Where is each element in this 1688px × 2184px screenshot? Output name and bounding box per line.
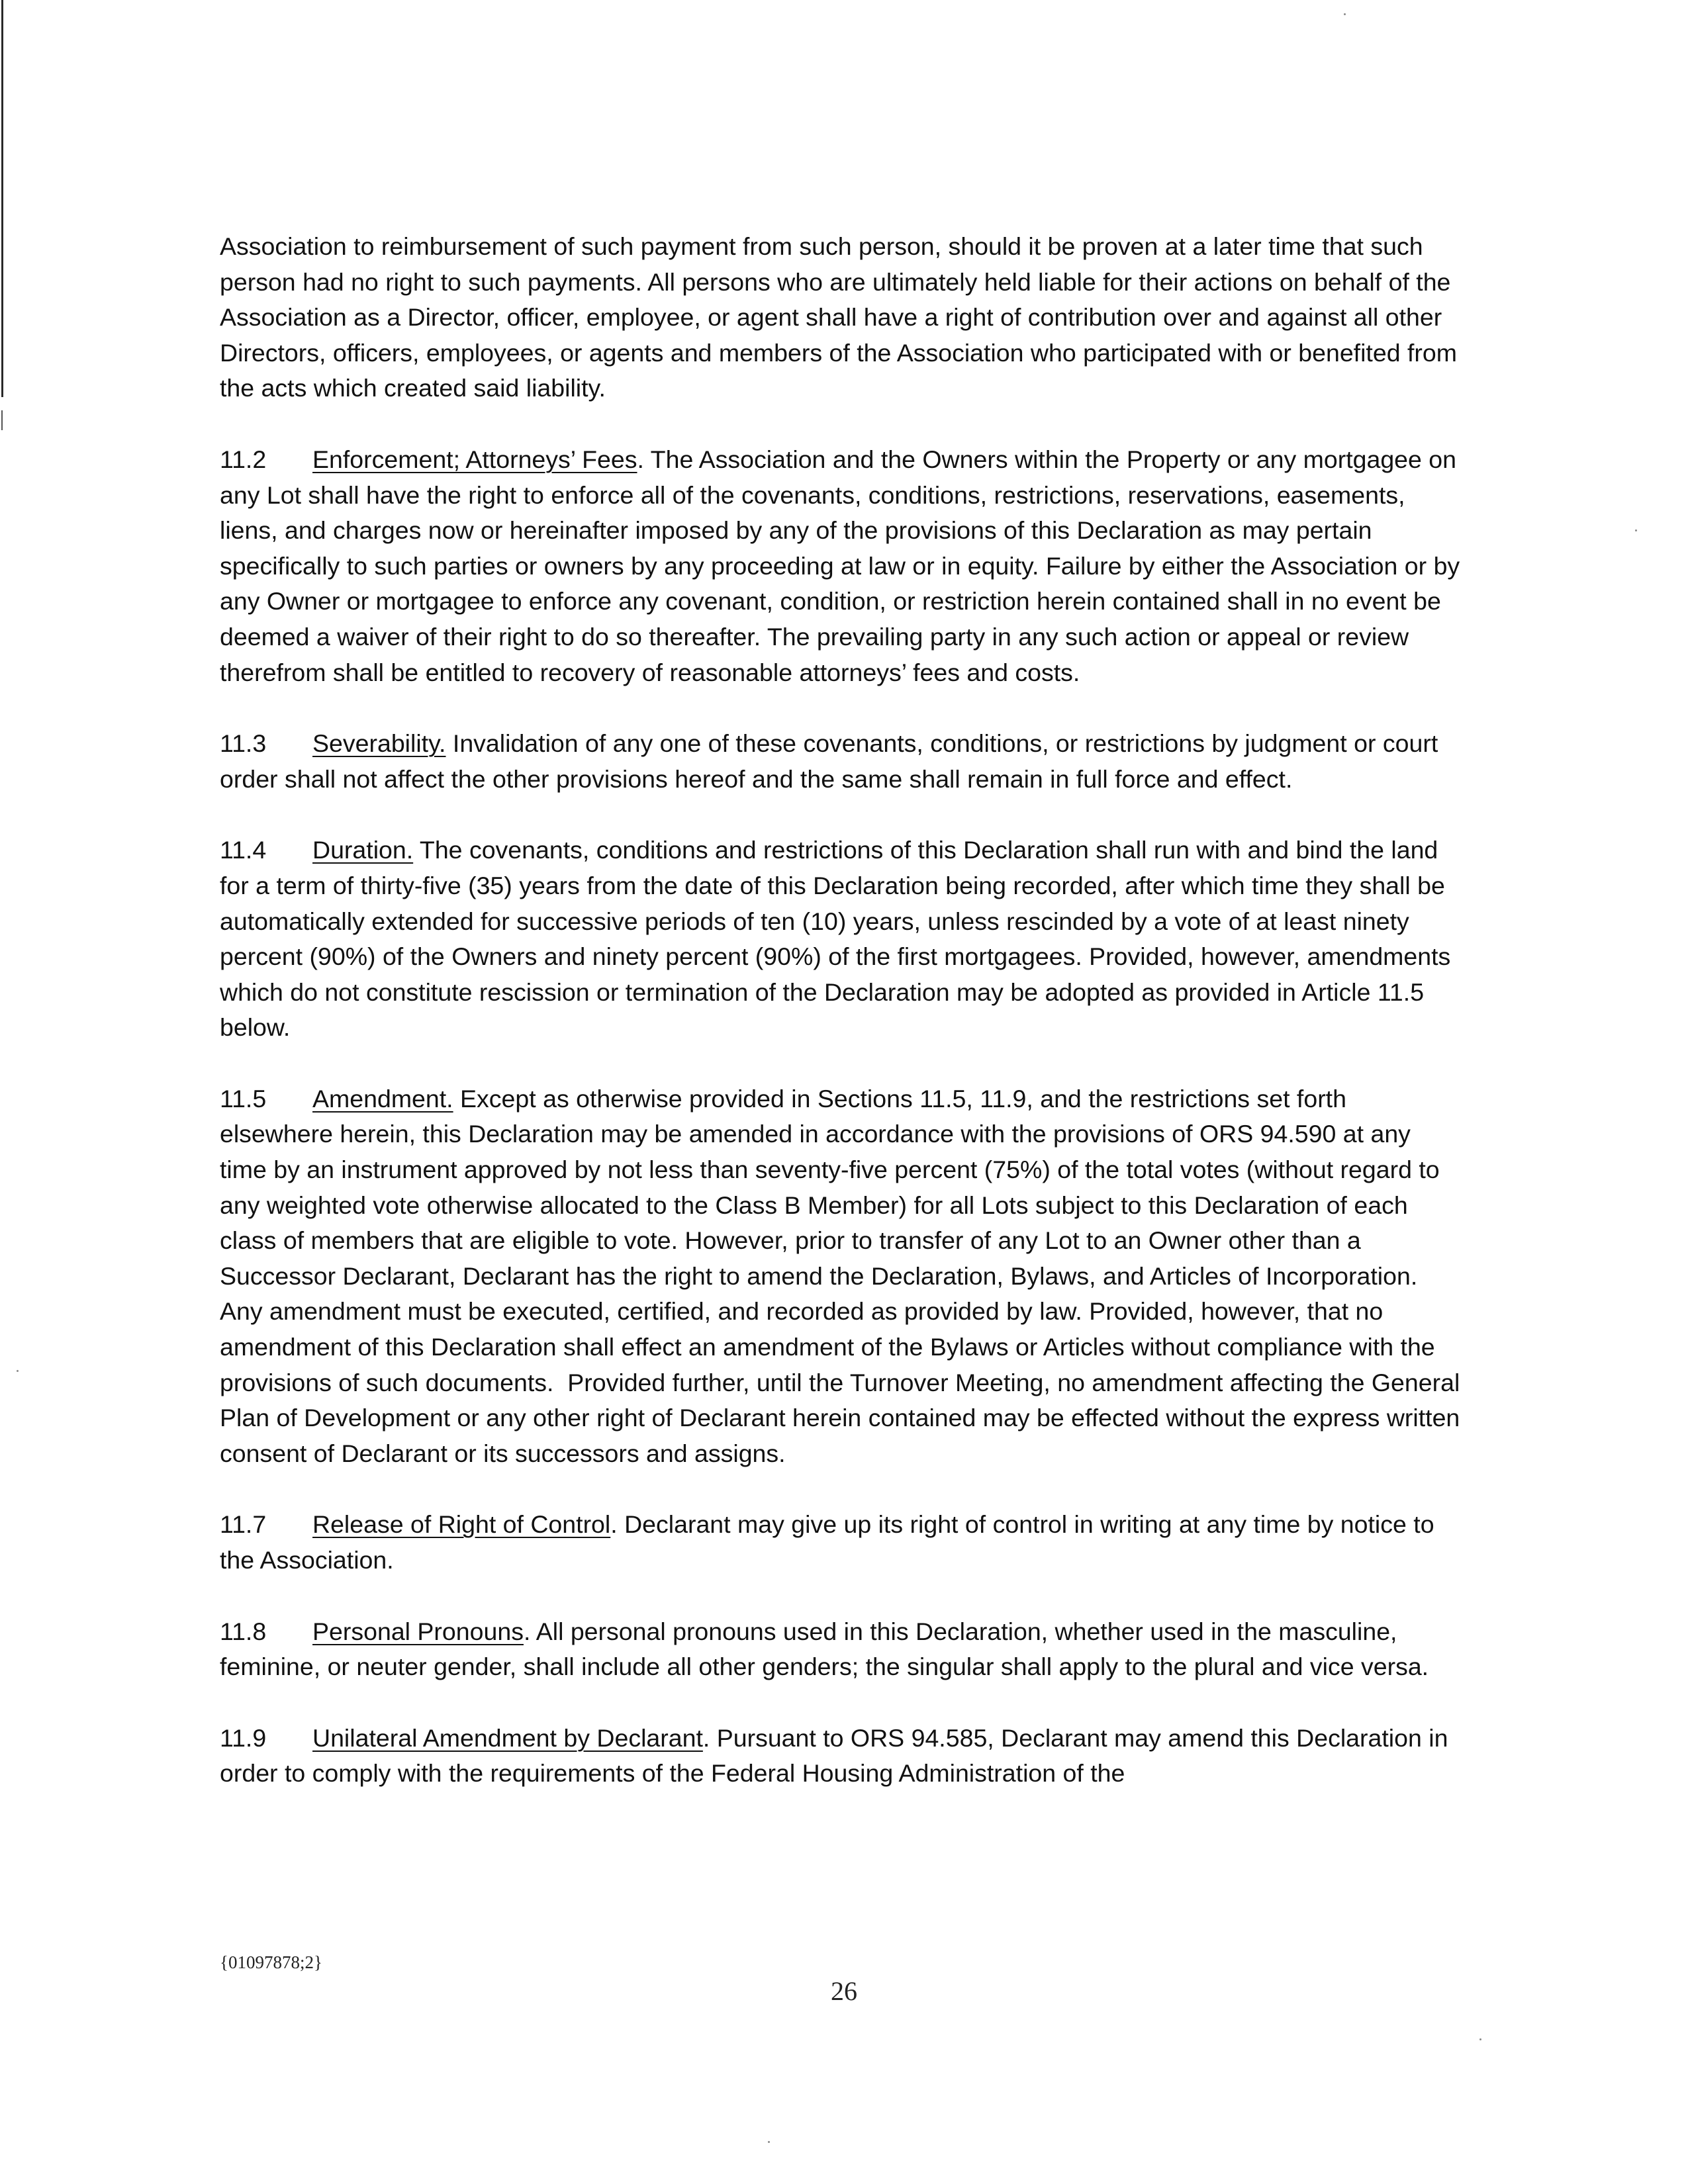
- scan-speck: [768, 2141, 770, 2143]
- section-heading-punct: .: [637, 445, 644, 473]
- section-text: Pursuant to ORS 94.585, Declarant may amend this Declaration in order to comply with the requirements of the Federal Housing Administration of the: [220, 1723, 1455, 1788]
- section-text: All personal pronouns used in this Declaration, whether used in the masculine, feminine, or neuter gender, shall include all other genders; the singular shall apply to the plural and vice versa.: [220, 1617, 1429, 1681]
- section-text: Declarant may give up its right of control in writing at any time by notice to the Association.: [220, 1510, 1441, 1574]
- section-heading: Unilateral Amendment by Declarant: [312, 1723, 703, 1752]
- section-number: 11.9: [220, 1723, 267, 1752]
- scan-edge-mark-lower: [1, 410, 3, 430]
- section-number: 11.3: [220, 729, 267, 758]
- section-heading: Personal Pronouns: [312, 1617, 524, 1645]
- section-11-8: [220, 1614, 1464, 1685]
- section-text: Invalidation of any one of these covenants, conditions, or restrictions by judgment or court order shall not affect the other provisions hereof and the same shall remain in full force and effect.: [220, 729, 1445, 793]
- section-number: 11.7: [220, 1510, 267, 1539]
- section-11-7: [220, 1507, 1464, 1578]
- section-heading: Enforcement; Attorneys’ Fees: [312, 445, 637, 473]
- scan-edge-mark: [1, 0, 3, 397]
- section-text: The Association and the Owners within the Property or any mortgagee on any Lot shall have the right to enforce all of the covenants, conditions, restrictions, reservations, easements, liens, and charges now or hereinafter imposed by any of the provisions of this Declaration as may pertain specifically to such parties or owners by any proceeding at law or in equity. Failure by either the Association or by any Owner or mortgagee to enforce any covenant, condition, or restriction herein contained shall in no event be deemed a waiver of their right to do so thereafter. The prevailing party in any such action or appeal or review therefrom shall be entitled to recovery of reasonable attorneys’ fees and costs.: [220, 445, 1467, 686]
- section-text: Except as otherwise provided in Sections 11.5, 11.9, and the restrictions set forth elsewhere herein, this Declaration may be amended in accordance with the provisions of ORS 94.590 at any time by an instrument approved by not less than seventy-five percent (75%) of the total votes (without regard to any weighted vote otherwise allocated to the Class B Member) for all Lots subject to this Declaration of each class of members that are eligible to vote. However, prior to transfer of any Lot to an Owner other than a Successor Declarant, Declarant has the right to amend the Declaration, Bylaws, and Articles of Incorporation. Any amendment must be executed, certified, and recorded as provided by law. Provided, however, that no amendment of this Declaration shall effect an amendment of the Bylaws or Articles without compliance with the provisions of such documents. Provided further, until the Turnover Meeting, no amendment affecting the General Plan of Development or any other right of Declarant herein contained may be effected without the express written consent of Declarant or its successors and assigns.: [220, 1084, 1467, 1467]
- scan-speck: [17, 1370, 19, 1372]
- section-11-3: [220, 726, 1464, 797]
- scan-speck: [1635, 529, 1637, 531]
- section-heading: Amendment.: [312, 1084, 453, 1113]
- section-heading: Release of Right of Control: [312, 1510, 611, 1539]
- section-number: 11.8: [220, 1617, 267, 1645]
- document-footer-code: {01097878;2}: [220, 1952, 322, 1972]
- scan-speck: [1344, 13, 1346, 15]
- document-body: [220, 229, 1467, 1792]
- section-11-4: [220, 833, 1464, 1046]
- scan-speck: [1479, 2038, 1481, 2040]
- page-number: 26: [831, 1976, 857, 2006]
- section-heading: Severability.: [312, 729, 446, 758]
- section-heading-punct: .: [610, 1510, 618, 1539]
- section-text: The covenants, conditions and restrictions of this Declaration shall run with and bind the land for a term of thirty-five (35) years from the date of this Declaration being recorded, after which time they shall be automatically extended for successive periods of ten (10) years, unless rescinded by a vote of at least ninety percent (90%) of the Owners and ninety percent (90%) of the first mortgagees. Provided, however, amendments which do not constitute rescission or termination of the Declaration may be adopted as provided in Article 11.5 below.: [220, 836, 1458, 1042]
- opening-paragraph: Association to reimbursement of such payment from such person, should it be proven at a later time that such person had no right to such payments. All persons who are ultimately held liable for their actions on behalf of the Association as a Director, officer, employee, or agent shall have a right of contribution over and against all other Directors, officers, employees, or agents and members of the Association who participated with or benefited from the acts which created said liability.: [220, 232, 1464, 402]
- section-11-9: [220, 1721, 1464, 1792]
- section-number: 11.4: [220, 836, 267, 864]
- section-heading-punct: .: [702, 1723, 710, 1752]
- section-11-2: [220, 442, 1467, 690]
- section-heading-punct: .: [523, 1617, 531, 1645]
- section-number: 11.5: [220, 1084, 267, 1113]
- section-heading: Duration.: [312, 836, 414, 864]
- section-11-5: [220, 1081, 1467, 1472]
- section-number: 11.2: [220, 445, 267, 473]
